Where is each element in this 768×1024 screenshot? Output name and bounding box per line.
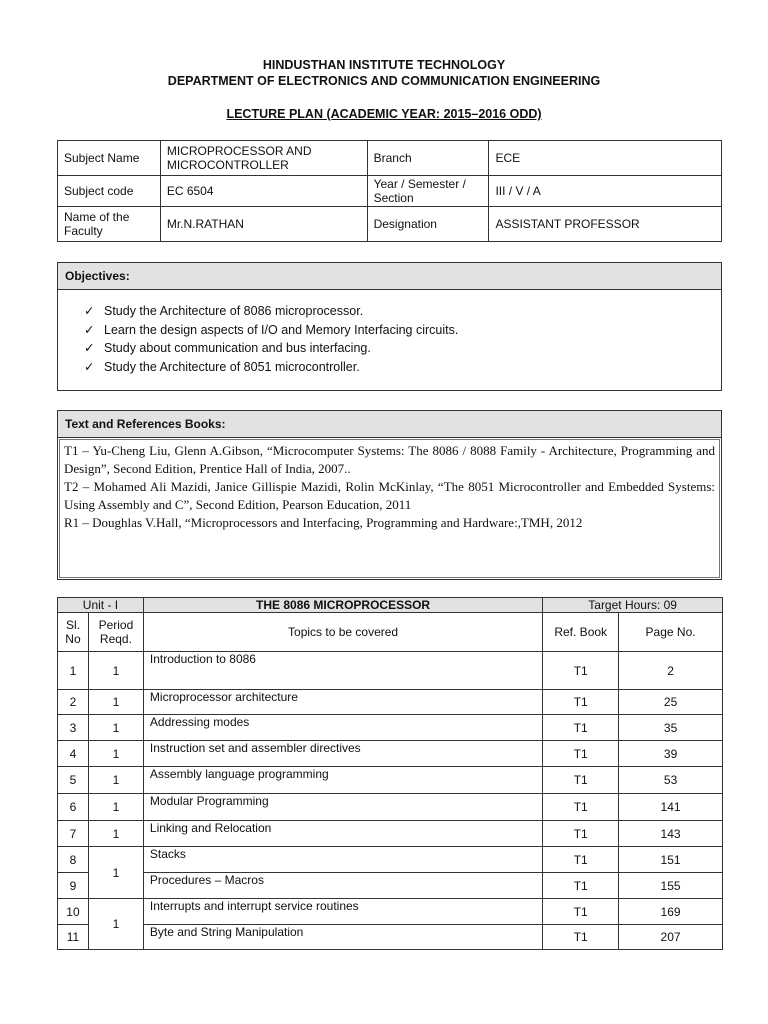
designation-value: ASSISTANT PROFESSOR	[489, 207, 722, 242]
subject-code-value: EC 6504	[160, 176, 367, 207]
reference-item: T1 – Yu-Cheng Liu, Glenn A.Gibson, “Microcomputer Systems: The 8086 / 8088 Family - Architecture, Programming and Design”, Second Edition, Prentice Hall of India, 2007..	[64, 443, 715, 476]
designation-label: Designation	[367, 207, 489, 242]
checkmark-icon: ✓	[84, 304, 95, 318]
table-row: 4 1 Instruction set and assembler directives T1 39	[58, 741, 723, 767]
objective-item: ✓ Learn the design aspects of I/O and Memory Interfacing circuits.	[84, 321, 721, 340]
reference-item: R1 – Doughlas V.Hall, “Microprocessors and Interfacing, Programming and Hardware:,TMH, 2012	[64, 515, 583, 530]
objectives-list	[58, 302, 721, 377]
checkmark-icon: ✓	[84, 322, 95, 337]
objective-item: ✓ Study the Architecture of 8086 microprocessor.	[84, 302, 721, 321]
year-semester-section-value: III / V / A	[489, 176, 722, 207]
unit-title: THE 8086 MICROPROCESSOR	[143, 598, 542, 613]
references-body	[59, 439, 720, 578]
reference-item: T2 – Mohamed Ali Mazidi, Janice Gillispie Mazidi, Rolin McKinlay, “The 8051 Microcontroller and Embedded Systems: Using Assembly and C”, Second Edition, Pearson Education, 2011	[64, 479, 715, 512]
branch-value: ECE	[489, 141, 722, 176]
checkmark-icon: ✓	[84, 360, 95, 375]
lecture-plan-title: LECTURE PLAN (ACADEMIC YEAR: 2015–2016 ODD)	[226, 107, 542, 121]
faculty-value: Mr.N.RATHAN	[160, 207, 367, 242]
subject-name-value: MICROPROCESSOR AND MICROCONTROLLER	[160, 141, 367, 176]
col-header-ref-book: Ref. Book	[543, 613, 619, 652]
subject-info-table	[57, 140, 722, 242]
col-header-topics: Topics to be covered	[143, 613, 542, 652]
table-row: 11 Byte and String Manipulation T1 207	[58, 925, 723, 950]
table-row: 5 1 Assembly language programming T1 53	[58, 767, 723, 794]
table-row: 10 1 Interrupts and interrupt service routines T1 169	[58, 899, 723, 925]
objectives-box	[57, 262, 722, 391]
table-row: 3 1 Addressing modes T1 35	[58, 715, 723, 741]
objectives-heading: Objectives:	[58, 263, 721, 290]
faculty-label: Name of the Faculty	[58, 207, 161, 242]
table-row: 2 1 Microprocessor architecture T1 25	[58, 690, 723, 715]
col-header-period: Period Reqd.	[88, 613, 143, 652]
table-row: 7 1 Linking and Relocation T1 143	[58, 821, 723, 847]
objective-item: ✓ Study about communication and bus interfacing.	[84, 339, 721, 358]
unit-topics-table	[57, 597, 723, 950]
table-row: 8 1 Stacks T1 151	[58, 847, 723, 873]
year-semester-section-label: Year / Semester / Section	[367, 176, 489, 207]
institute-name: HINDUSTHAN INSTITUTE TECHNOLOGY	[262, 58, 506, 72]
table-row: 1 1 Introduction to 8086 T1 2	[58, 652, 723, 690]
target-hours: Target Hours: 09	[543, 598, 723, 613]
references-heading: Text and References Books:	[58, 411, 721, 438]
table-row: 6 1 Modular Programming T1 141	[58, 794, 723, 821]
objective-item: ✓ Study the Architecture of 8051 microcontroller.	[84, 358, 721, 377]
table-row: 9 Procedures – Macros T1 155	[58, 873, 723, 899]
unit-label: Unit - I	[58, 598, 144, 613]
references-box	[57, 410, 722, 580]
subject-name-label: Subject Name	[58, 141, 161, 176]
subject-code-label: Subject code	[58, 176, 161, 207]
department-name: DEPARTMENT OF ELECTRONICS AND COMMUNICATION ENGINEERING	[167, 74, 601, 88]
col-header-page: Page No.	[619, 613, 723, 652]
checkmark-icon: ✓	[84, 341, 95, 356]
branch-label: Branch	[367, 141, 489, 176]
col-header-sl: Sl. No	[58, 613, 89, 652]
